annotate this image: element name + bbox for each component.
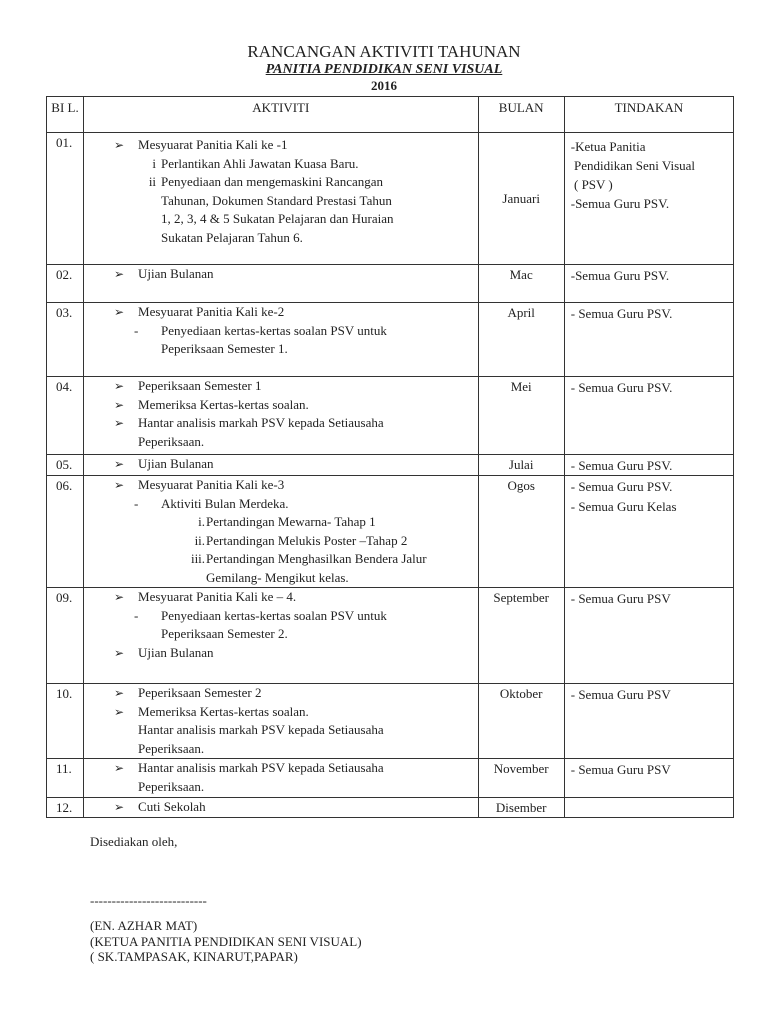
arrow-bullet-icon: ➢ <box>114 305 125 319</box>
row-activities <box>84 684 479 759</box>
row-activities <box>84 133 479 265</box>
list-item-continued: Peperiksaan. <box>138 433 205 449</box>
table-row <box>47 798 734 818</box>
document-year: 2016 <box>371 78 397 93</box>
arrow-bullet-icon: ➢ <box>114 397 125 412</box>
document-subtitle: PANITIA PENDIDIKAN SENI VISUAL <box>265 62 503 77</box>
list-item: ➢ Hantar analisis markah PSV kepada Setiausaha <box>84 414 478 433</box>
signatory-school: ( SK.TAMPASAK, KINARUT,PAPAR) <box>90 949 298 964</box>
arrow-bullet-icon: ➢ <box>114 761 125 775</box>
arrow-bullet-icon: ➢ <box>114 416 125 430</box>
row-number: 11. <box>47 759 84 798</box>
table-row <box>47 759 734 798</box>
list-item: ➢ Cuti Sekolah <box>84 798 478 817</box>
row-number: 02. <box>47 265 84 303</box>
table-row <box>47 588 734 684</box>
row-action: -Semua Guru PSV. <box>564 265 733 303</box>
arrow-bullet-icon: ➢ <box>114 478 125 492</box>
table-row <box>47 265 734 303</box>
list-roman-continued: Gemilang- Mengikut kelas. <box>206 569 349 585</box>
table-row <box>47 476 734 588</box>
list-item-continued: Hantar analisis markah PSV kepada Setiausaha <box>138 722 384 737</box>
list-item: ➢ Memeriksa Kertas-kertas soalan. <box>84 703 478 722</box>
table-row <box>47 377 734 455</box>
table-row <box>47 455 734 476</box>
list-dash-item: - Penyediaan kertas-kertas soalan PSV untuk <box>84 322 478 341</box>
row-number: 05. <box>47 455 84 476</box>
list-item-continued: Peperiksaan. <box>138 778 205 794</box>
list-item: ➢ Ujian Bulanan <box>84 644 478 663</box>
arrow-bullet-icon: ➢ <box>114 590 125 604</box>
list-item: ➢ Mesyuarat Panitia Kali ke -1 <box>84 136 478 155</box>
row-action: - Semua Guru PSV <box>564 588 733 684</box>
table-row <box>47 303 734 377</box>
arrow-bullet-icon: ➢ <box>114 704 125 719</box>
list-item: ➢ Mesyuarat Panitia Kali ke-3 <box>84 476 478 495</box>
row-activities <box>84 798 479 818</box>
row-activities <box>84 588 479 684</box>
row-activities <box>84 265 479 303</box>
header-aktiviti: AKTIVITI <box>84 97 479 133</box>
row-activities <box>84 377 479 455</box>
list-item: ➢ Hantar analisis markah PSV kepada Setiausaha <box>84 759 478 778</box>
arrow-bullet-icon: ➢ <box>114 379 125 393</box>
header-bil: BI L. <box>47 97 84 133</box>
row-action: - Semua Guru PSV <box>564 759 733 798</box>
list-item-continued: Peperiksaan. <box>138 740 205 756</box>
list-item: ➢ Ujian Bulanan <box>84 265 478 284</box>
list-subitem-continued: 1, 2, 3, 4 & 5 Sukatan Pelajaran dan Huraian <box>161 211 394 226</box>
activity-plan-table <box>46 96 734 818</box>
header-bulan: BULAN <box>478 97 564 133</box>
row-activities <box>84 476 479 588</box>
row-action: - Semua Guru PSV. <box>564 455 733 476</box>
row-number: 04. <box>47 377 84 455</box>
row-action: - Semua Guru PSV. - Semua Guru Kelas <box>564 476 733 588</box>
signatory-position: (KETUA PANITIA PENDIDIKAN SENI VISUAL) <box>90 934 362 949</box>
row-number: 09. <box>47 588 84 684</box>
row-activities <box>84 455 479 476</box>
list-subitem-continued: Sukatan Pelajaran Tahun 6. <box>161 229 303 245</box>
list-subitem: i Perlantikan Ahli Jawatan Kuasa Baru. <box>152 155 359 171</box>
arrow-bullet-icon: ➢ <box>114 457 125 471</box>
list-item: ➢ Mesyuarat Panitia Kali ke-2 <box>84 303 478 322</box>
row-month: Julai <box>478 455 564 476</box>
list-item: ➢ Peperiksaan Semester 1 <box>84 377 478 396</box>
arrow-bullet-icon: ➢ <box>114 800 125 814</box>
list-item: ➢ Memeriksa Kertas-kertas soalan. <box>84 396 478 415</box>
signatory-name: (EN. AZHAR MAT) <box>90 918 198 933</box>
row-month: April <box>478 303 564 377</box>
row-action <box>564 798 733 818</box>
list-item: ➢ Mesyuarat Panitia Kali ke – 4. <box>84 588 478 607</box>
list-subitem-continued: Tahunan, Dokumen Standard Prestasi Tahun <box>161 192 392 208</box>
dash-bullet: - <box>134 607 139 623</box>
list-dash-item: - Penyediaan kertas-kertas soalan PSV untuk <box>84 607 478 626</box>
arrow-bullet-icon: ➢ <box>114 645 125 660</box>
table-row <box>47 684 734 759</box>
row-month: Ogos <box>478 476 564 588</box>
row-month: Disember <box>478 798 564 818</box>
row-number: 10. <box>47 684 84 759</box>
row-month: November <box>478 759 564 798</box>
signature-line: --------------------------- <box>90 893 207 908</box>
row-month: Mac <box>478 265 564 303</box>
header-tindakan: TINDAKAN <box>564 97 733 133</box>
table-header-row <box>47 97 734 133</box>
list-roman-item: ii. Pertandingan Melukis Poster –Tahap 2 <box>194 532 408 548</box>
arrow-bullet-icon: ➢ <box>114 267 125 281</box>
document-title: RANCANGAN AKTIVITI TAHUNAN <box>247 42 521 61</box>
row-month: Oktober <box>478 684 564 759</box>
row-activities <box>84 759 479 798</box>
row-number: 12. <box>47 798 84 818</box>
list-dash-continued: Peperiksaan Semester 2. <box>161 626 288 641</box>
row-number: 03. <box>47 303 84 377</box>
list-roman-item: iii. Pertandingan Menghasilkan Bendera Jalur <box>190 551 427 566</box>
row-number: 01. <box>47 133 84 265</box>
prepared-by-label: Disediakan oleh, <box>90 834 178 849</box>
dash-bullet: - <box>134 495 139 511</box>
row-action: - Semua Guru PSV. <box>564 303 733 377</box>
row-activities <box>84 303 479 377</box>
row-month: Januari <box>478 133 564 265</box>
list-roman-item: i. Pertandingan Mewarna- Tahap 1 <box>198 514 376 529</box>
list-item: ➢ Ujian Bulanan <box>84 455 478 474</box>
list-subitem: ii Penyediaan dan mengemaskini Rancangan <box>148 174 384 189</box>
row-action: - Semua Guru PSV <box>564 684 733 759</box>
row-month: September <box>478 588 564 684</box>
list-item: ➢ Peperiksaan Semester 2 <box>84 684 478 703</box>
dash-bullet: - <box>134 322 139 338</box>
arrow-bullet-icon: ➢ <box>114 686 125 700</box>
row-month: Mei <box>478 377 564 455</box>
arrow-bullet-icon: ➢ <box>114 138 125 152</box>
row-number: 06. <box>47 476 84 588</box>
document-title-block <box>0 42 768 93</box>
row-action: -Ketua Panitia Pendidikan Seni Visual ( PSV ) -Semua Guru PSV. <box>564 133 733 265</box>
list-dash-item: - Aktiviti Bulan Merdeka. <box>84 495 478 514</box>
list-dash-continued: Peperiksaan Semester 1. <box>161 341 288 356</box>
row-action: - Semua Guru PSV. <box>564 377 733 455</box>
table-row <box>47 133 734 265</box>
